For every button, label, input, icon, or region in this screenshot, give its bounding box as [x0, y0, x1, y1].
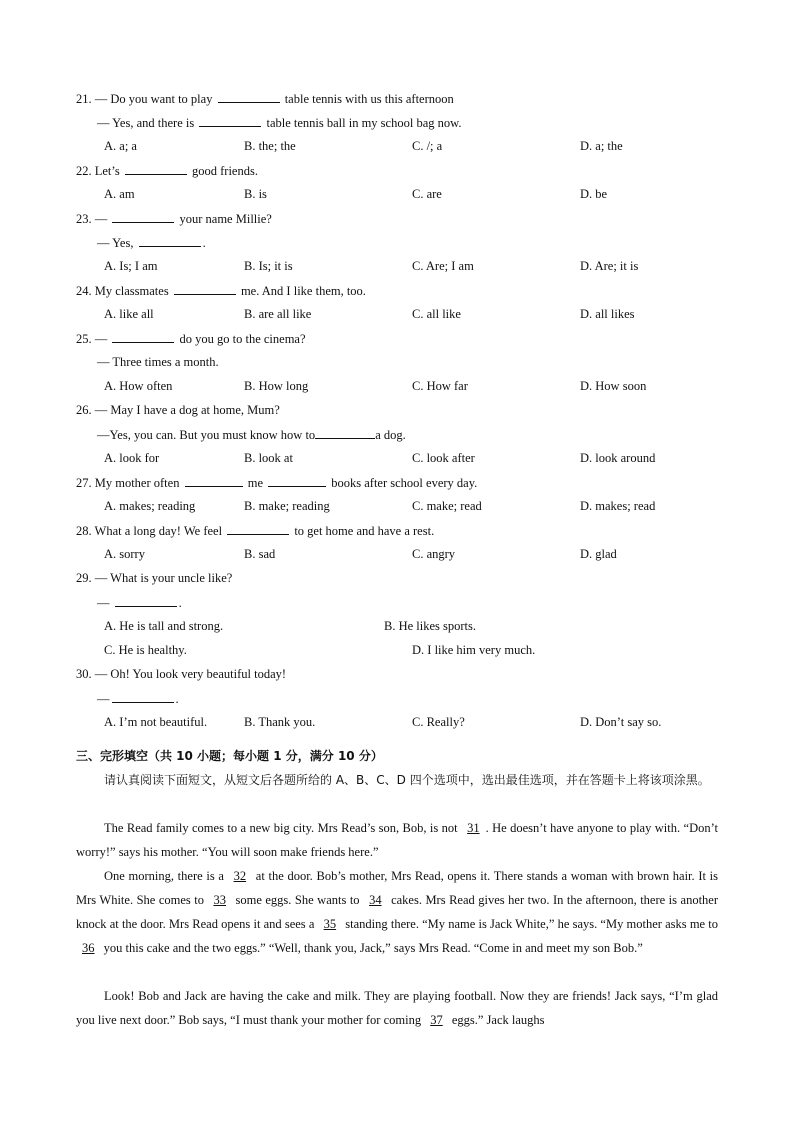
option-d: D. be — [580, 187, 608, 201]
answer-blank — [115, 594, 177, 607]
option-c: C. look after — [412, 451, 475, 465]
option-b: B. make; reading — [244, 499, 330, 513]
answer-blank — [125, 162, 187, 175]
option-a: A. sorry — [104, 547, 145, 561]
question-25: 25. — do you go to the cinema? — [76, 332, 306, 346]
option-b: B. He likes sports. — [384, 619, 477, 633]
option-c: C. How far — [412, 379, 468, 393]
question-30-reply: — . — [97, 692, 179, 706]
option-c: C. all like — [412, 307, 461, 321]
cloze-blank-34: 34 — [369, 893, 382, 907]
answer-blank — [185, 474, 243, 487]
answer-blank — [268, 474, 326, 487]
option-a: A. like all — [104, 307, 154, 321]
option-c: C. He is healthy. — [104, 643, 187, 657]
cloze-blank-36: 36 — [82, 941, 95, 955]
question-27: 27. My mother often me books after school every day. — [76, 476, 478, 490]
cloze-blank-33: 33 — [213, 893, 226, 907]
option-d: D. a; the — [580, 139, 623, 153]
passage-paragraph-3: Look! Bob and Jack are having the cake and milk. They are playing football. Now they are friends! Jack says, “I’m glad you live next door.” Bob says, “I must thank your mother for coming 37 eggs.” Jack laughs — [76, 989, 718, 1027]
question-29: 29. — What is your uncle like? — [76, 571, 233, 585]
option-a: A. How often — [104, 379, 173, 393]
option-b: B. look at — [244, 451, 293, 465]
question-30: 30. — Oh! You look very beautiful today! — [76, 667, 287, 681]
answer-blank — [174, 282, 236, 295]
option-a: A. Is; I am — [104, 259, 158, 273]
option-b: B. How long — [244, 379, 309, 393]
option-c: C. Really? — [412, 715, 465, 729]
option-c: C. Are; I am — [412, 259, 474, 273]
question-22: 22. Let’s good friends. — [76, 164, 258, 178]
section-heading: 三、完形填空（共 10 小题；每小题 1 分，满分 10 分） — [76, 749, 383, 763]
option-b: B. the; the — [244, 139, 296, 153]
answer-blank — [112, 210, 174, 223]
passage-paragraph-1: The Read family comes to a new big city. Mrs Read’s son, Bob, is not 31 . He doesn’t have anyone to play with. “Don’t worry!” says his mother. “You will soon make friends here.” — [76, 821, 719, 859]
question-29-reply: — . — [97, 596, 182, 610]
question-21-reply: — Yes, and there is table tennis ball in my school bag now. — [97, 116, 462, 130]
option-c: C. are — [412, 187, 442, 201]
option-a: A. look for — [104, 451, 160, 465]
answer-blank — [112, 690, 174, 703]
option-b: B. Is; it is — [244, 259, 293, 273]
cloze-blank-35: 35 — [323, 917, 337, 931]
option-c: C. angry — [412, 547, 456, 561]
question-21: 21. — Do you want to play table tennis with us this afternoon — [76, 92, 454, 106]
passage-paragraph-2: One morning, there is a 32 at the door. Bob’s mother, Mrs Read, opens it. There stands a woman with brown hair. It is Mrs White. She comes to 33 some eggs. She wants to 34 cakes. Mrs Read gives her two. In the afternoon, there is another knock at the door. Mrs Read opens it and sees a 35 standing there. “My name is Jack White,” he says. “My mother asks me to 36 you this cake and the two eggs.” “Well, thank you, Jack,” says Mrs Read. “Come in and meet my son Bob.” — [76, 869, 719, 955]
answer-blank — [199, 114, 261, 127]
option-d: D. Are; it is — [580, 259, 639, 273]
option-d: D. all likes — [580, 307, 635, 321]
option-d: D. glad — [580, 547, 617, 561]
option-b: B. is — [244, 187, 267, 201]
question-25-reply: — Three times a month. — [97, 355, 219, 369]
cloze-blank-37: 37 — [430, 1013, 443, 1027]
answer-blank — [218, 90, 280, 103]
answer-blank — [139, 234, 201, 247]
option-d: D. I like him very much. — [412, 643, 536, 657]
option-d: D. makes; read — [580, 499, 656, 513]
answer-blank — [112, 330, 174, 343]
question-24: 24. My classmates me. And I like them, too. — [76, 284, 366, 298]
option-a: A. He is tall and strong. — [104, 619, 224, 633]
option-c: C. /; a — [412, 139, 443, 153]
answer-blank — [227, 522, 289, 535]
option-d: D. look around — [580, 451, 656, 465]
question-28: 28. What a long day! We feel to get home and have a rest. — [76, 524, 435, 538]
cloze-blank-32: 32 — [233, 869, 247, 883]
option-b: B. sad — [244, 547, 276, 561]
option-b: B. Thank you. — [244, 715, 316, 729]
option-b: B. are all like — [244, 307, 312, 321]
option-a: A. am — [104, 187, 135, 201]
option-c: C. make; read — [412, 499, 482, 513]
question-23-reply: — Yes, . — [97, 236, 206, 250]
cloze-blank-31: 31 — [467, 821, 480, 835]
question-26: 26. — May I have a dog at home, Mum? — [76, 403, 280, 417]
option-d: D. Don’t say so. — [580, 715, 662, 729]
section-instruction: 请认真阅读下面短文，从短文后各题所给的 A、B、C、D 四个选项中，选出最佳选项，并在答题卡上将该项涂黑。 — [104, 773, 710, 787]
question-26-reply: —Yes, you can. But you must know how to a dog. — [97, 428, 406, 442]
option-a: A. makes; reading — [104, 499, 196, 513]
option-a: A. I’m not beautiful. — [104, 715, 208, 729]
option-d: D. How soon — [580, 379, 647, 393]
option-a: A. a; a — [104, 139, 137, 153]
answer-blank — [315, 426, 375, 439]
question-23: 23. — your name Millie? — [76, 212, 272, 226]
